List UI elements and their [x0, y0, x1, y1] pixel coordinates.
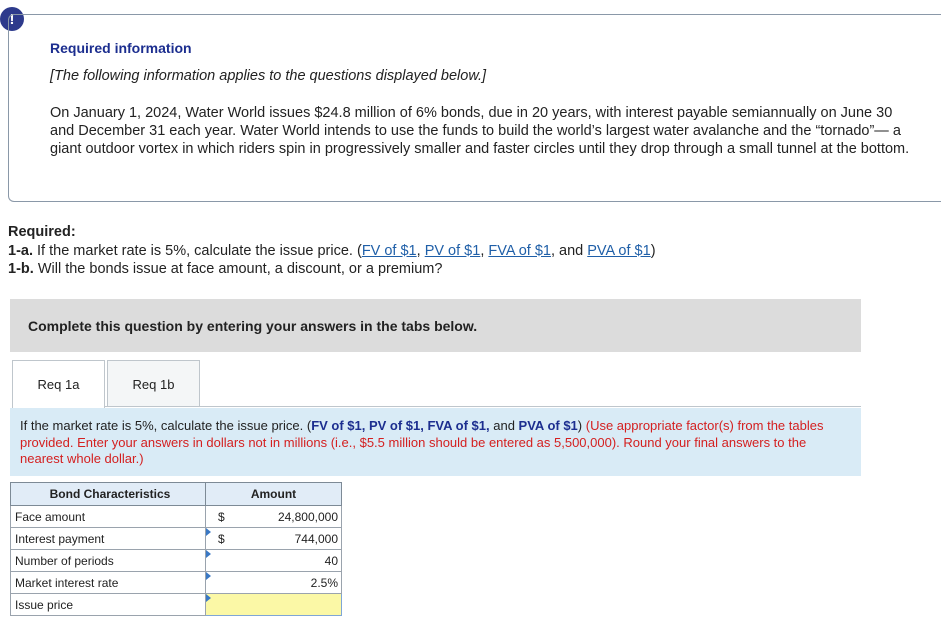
tab-req-1a[interactable]: Req 1a — [12, 360, 105, 408]
tab-req-1b[interactable]: Req 1b — [107, 360, 200, 407]
question-1b-label: 1-b. — [8, 261, 34, 277]
info-body: On January 1, 2024, Water World issues $24.8 million of 6% bonds, due in 20 years, with interest payable semiannually on June 30 and December 31 each year. Water World intends to use the funds to build the world’s largest water avalanche and the “tornado”— a giant outdoor vortex in which riders spin in progressively smaller and faster circles until they drop through a small tunnel at the bottom. — [50, 105, 910, 157]
required-heading: Required: — [8, 224, 76, 240]
amount-cell — [206, 506, 342, 528]
question-intro: If the market rate is 5%, calculate the issue price. ( — [20, 418, 312, 433]
question-1b — [8, 260, 656, 279]
amount-value: 744,000 — [294, 531, 338, 546]
input-flag-icon — [206, 550, 211, 558]
question-factor-pva: PVA of $1 — [518, 418, 578, 433]
table-row — [11, 594, 342, 616]
amount-value: 40 — [324, 553, 338, 568]
complete-instructions-bar: Complete this question by entering your answers in the tabs below. — [10, 299, 861, 352]
question-and: and — [489, 418, 519, 433]
separator: , — [480, 242, 489, 259]
fv-link[interactable]: FV of $1 — [361, 242, 417, 259]
info-title: Required information — [50, 40, 192, 56]
table-row — [11, 506, 342, 528]
fva-link[interactable]: FVA of $1 — [488, 242, 551, 259]
alert-icon: ! — [0, 7, 24, 31]
input-flag-icon — [206, 572, 211, 580]
row-label: Number of periods — [11, 550, 206, 572]
input-flag-icon — [206, 594, 211, 602]
pva-link[interactable]: PVA of $1 — [587, 242, 651, 259]
question-red-instructions: (Use appropriate factor(s) from the tables provided. Enter your answers in dollars not in millions (i.e., $5.5 million should be entered as 5,500,000). Round your final answers to the nearest whole dollar.) — [20, 418, 824, 466]
tab-divider — [104, 406, 861, 407]
issue-price-input[interactable] — [206, 594, 342, 616]
question-close: ) — [577, 418, 583, 433]
interest-payment-input[interactable] — [206, 528, 342, 550]
pv-link[interactable]: PV of $1 — [424, 242, 481, 259]
table-row — [11, 550, 342, 572]
bond-characteristics-table — [10, 482, 342, 616]
separator: , and — [550, 242, 588, 259]
question-1b-text: Will the bonds issue at face amount, a discount, or a premium? — [37, 261, 443, 277]
column-header-characteristics: Bond Characteristics — [11, 483, 206, 506]
column-header-amount: Amount — [206, 483, 342, 506]
row-label: Interest payment — [11, 528, 206, 550]
question-1a-text: If the market rate is 5%, calculate the issue price. ( — [37, 242, 362, 259]
info-subtitle: [The following information applies to the questions displayed below.] — [50, 68, 487, 84]
question-1a-label: 1-a. — [8, 242, 33, 259]
row-label: Issue price — [11, 594, 206, 616]
table-header-row — [11, 483, 342, 506]
row-label: Face amount — [11, 506, 206, 528]
question-factors: FV of $1, PV of $1, FVA of $1, — [311, 418, 490, 433]
currency-symbol: $ — [218, 531, 225, 546]
currency-symbol: $ — [218, 509, 225, 524]
separator: , — [416, 242, 425, 259]
market-rate-input[interactable] — [206, 572, 342, 594]
input-flag-icon — [206, 528, 211, 536]
separator: ) — [650, 242, 656, 259]
amount-value: 2.5% — [310, 575, 338, 590]
table-row — [11, 572, 342, 594]
required-section — [8, 223, 656, 279]
question-instructions — [10, 408, 861, 476]
row-label: Market interest rate — [11, 572, 206, 594]
amount-value: 24,800,000 — [277, 509, 338, 524]
table-row — [11, 528, 342, 550]
number-of-periods-input[interactable] — [206, 550, 342, 572]
question-1a — [8, 242, 656, 261]
